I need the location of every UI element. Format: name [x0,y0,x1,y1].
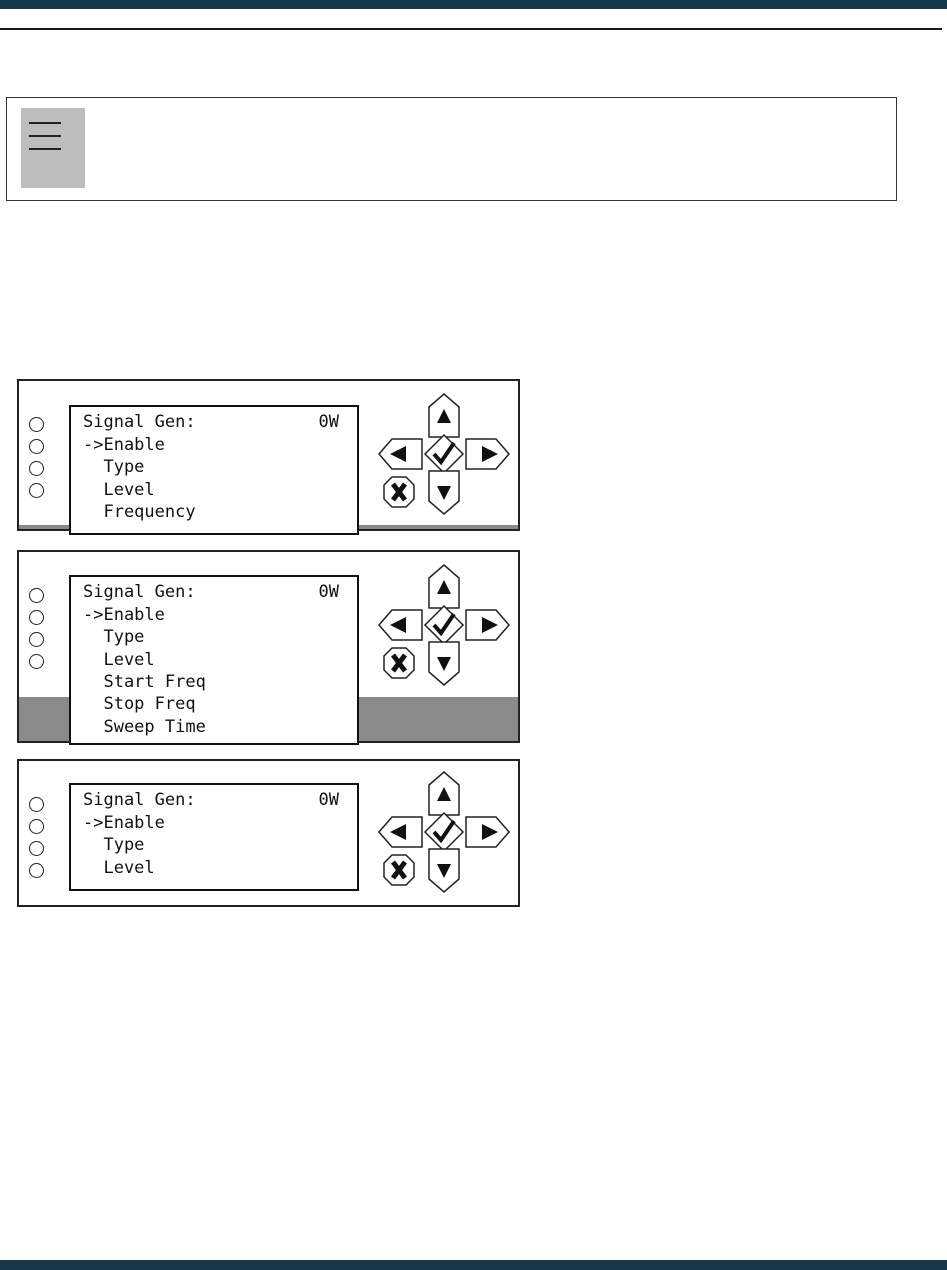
note-icon-line [29,148,61,150]
status-led [29,654,44,669]
menu-item-level[interactable]: Level [83,650,155,670]
arrow-right-button[interactable] [466,817,509,847]
status-led [29,841,44,856]
cancel-button[interactable] [384,855,414,885]
footer-bar [0,1260,947,1270]
lcd-title: Signal Gen: [83,582,196,602]
menu-item-type[interactable]: Type [83,627,145,647]
menu-item-start-freq[interactable]: Start Freq [83,672,206,692]
status-led [29,439,44,454]
status-led [29,819,44,834]
status-led [29,461,44,476]
header-rule [0,28,942,30]
arrow-up-button[interactable] [429,565,459,608]
menu-item-type[interactable]: Type [83,457,145,477]
keypad [374,560,514,690]
status-led [29,863,44,878]
arrow-up-button[interactable] [429,772,459,815]
menu-item-enable[interactable]: ->Enable [83,813,165,833]
front-panel-cw [17,759,520,907]
header-bar [0,0,947,9]
cancel-button[interactable] [384,648,414,678]
menu-item-frequency[interactable]: Frequency [83,502,196,522]
menu-item-type[interactable]: Type [83,835,145,855]
lcd-screen [69,783,359,891]
arrow-left-button[interactable] [379,439,422,469]
menu-item-sweep-time[interactable]: Sweep Time [83,717,206,737]
lcd-power: 0W [318,582,339,602]
arrow-down-button[interactable] [429,849,459,892]
arrow-left-button[interactable] [379,817,422,847]
arrow-down-button[interactable] [429,471,459,514]
status-led [29,483,44,498]
enter-button[interactable] [425,435,463,473]
note-box [6,97,897,201]
menu-item-level[interactable]: Level [83,480,155,500]
lcd-title: Signal Gen: [83,790,196,810]
lcd-screen [69,575,359,745]
arrow-right-button[interactable] [466,439,509,469]
status-led [29,588,44,603]
status-led [29,610,44,625]
lcd-screen [69,405,359,535]
menu-item-stop-freq[interactable]: Stop Freq [83,694,196,714]
enter-button[interactable] [425,813,463,851]
lcd-title: Signal Gen: [83,412,196,432]
lcd-power: 0W [318,412,339,432]
status-led [29,417,44,432]
note-icon-line [29,122,61,124]
arrow-left-button[interactable] [379,610,422,640]
arrow-right-button[interactable] [466,610,509,640]
menu-item-enable[interactable]: ->Enable [83,435,165,455]
keypad [374,767,514,897]
status-led [29,797,44,812]
lcd-power: 0W [318,790,339,810]
menu-item-level[interactable]: Level [83,858,155,878]
arrow-up-button[interactable] [429,394,459,437]
cancel-button[interactable] [384,477,414,507]
arrow-down-button[interactable] [429,642,459,685]
note-icon-line [29,135,61,137]
enter-button[interactable] [425,606,463,644]
status-led [29,632,44,647]
menu-item-enable[interactable]: ->Enable [83,605,165,625]
keypad [374,389,514,519]
note-icon [21,108,85,188]
front-panel-sweep [17,550,520,743]
front-panel-frequency [17,379,520,531]
